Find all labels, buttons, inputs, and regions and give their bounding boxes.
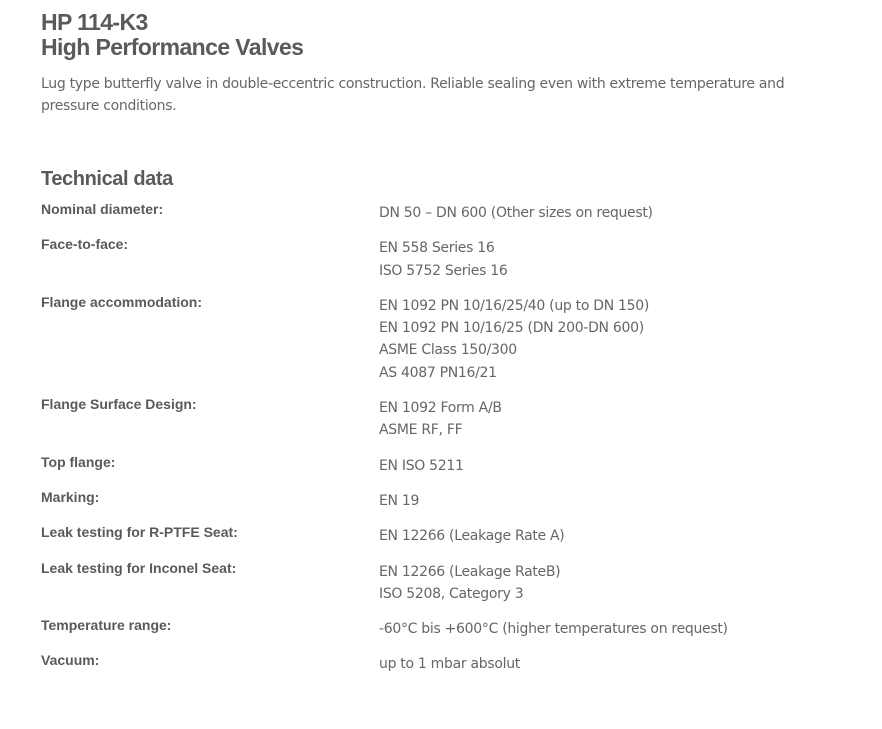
spec-row: [41, 231, 841, 289]
spec-value: EN 12266 (Leakage RateB): [379, 563, 561, 580]
spec-label: Temperature range:: [41, 617, 172, 634]
spec-value: ISO 5752 Series 16: [379, 262, 508, 279]
spec-values: [379, 237, 841, 282]
spec-label: Face-to-face:: [41, 236, 129, 253]
spec-values: [379, 295, 841, 384]
spec-label: Flange accommodation:: [41, 293, 203, 310]
spec-values: [379, 202, 841, 224]
spec-row: [41, 449, 841, 484]
spec-row: [41, 647, 841, 682]
spec-value: EN 1092 Form A/B: [379, 400, 502, 417]
spec-value: EN 558 Series 16: [379, 240, 495, 257]
technical-data-heading: Technical data: [41, 168, 173, 190]
spec-value: EN 1092 PN 10/16/25/40 (up to DN 150): [379, 297, 650, 314]
spec-label: Top flange:: [41, 453, 116, 470]
spec-row: [41, 519, 841, 554]
spec-label: Marking:: [41, 488, 100, 505]
spec-value: EN 1092 PN 10/16/25 (DN 200-DN 600): [379, 320, 644, 337]
spec-values: [379, 397, 841, 442]
spec-values: [379, 618, 841, 640]
spec-value: ISO 5208, Category 3: [379, 585, 524, 602]
spec-values: [379, 490, 841, 512]
spec-values: [379, 561, 841, 606]
spec-row: [41, 391, 841, 449]
spec-value: -60°C bis +600°C (higher temperatures on request): [379, 621, 728, 638]
spec-values: [379, 525, 841, 547]
spec-value: ASME Class 150/300: [379, 342, 517, 359]
product-name: High Performance Valves: [41, 34, 304, 60]
spec-value: EN 19: [379, 492, 420, 509]
spec-label: Vacuum:: [41, 652, 100, 669]
spec-value: AS 4087 PN16/21: [379, 364, 497, 381]
spec-row: [41, 196, 841, 231]
spec-value: EN 12266 (Leakage Rate A): [379, 528, 565, 545]
product-page: [41, 0, 841, 683]
spec-value: ASME RF, FF: [379, 422, 463, 439]
spec-label: Leak testing for Inconel Seat:: [41, 559, 237, 576]
technical-data-table: [41, 196, 841, 683]
spec-row: [41, 612, 841, 647]
spec-label: Nominal diameter:: [41, 201, 164, 217]
spec-row: [41, 555, 841, 613]
product-code: HP 114-K3: [41, 9, 148, 35]
spec-values: [379, 455, 841, 477]
spec-label: Flange Surface Design:: [41, 396, 197, 413]
spec-value: DN 50 – DN 600 (Other sizes on request): [379, 205, 653, 221]
spec-label: Leak testing for R-PTFE Seat:: [41, 524, 238, 541]
spec-row: [41, 289, 841, 391]
spec-value: EN ISO 5211: [379, 457, 464, 474]
spec-value: up to 1 mbar absolut: [379, 656, 520, 673]
product-description: Lug type butterfly valve in double-eccentric construction. Reliable sealing even with extreme temperature and pressure conditions.: [41, 76, 785, 114]
spec-values: [379, 653, 841, 675]
spec-row: [41, 484, 841, 519]
page-title: [41, 0, 841, 60]
